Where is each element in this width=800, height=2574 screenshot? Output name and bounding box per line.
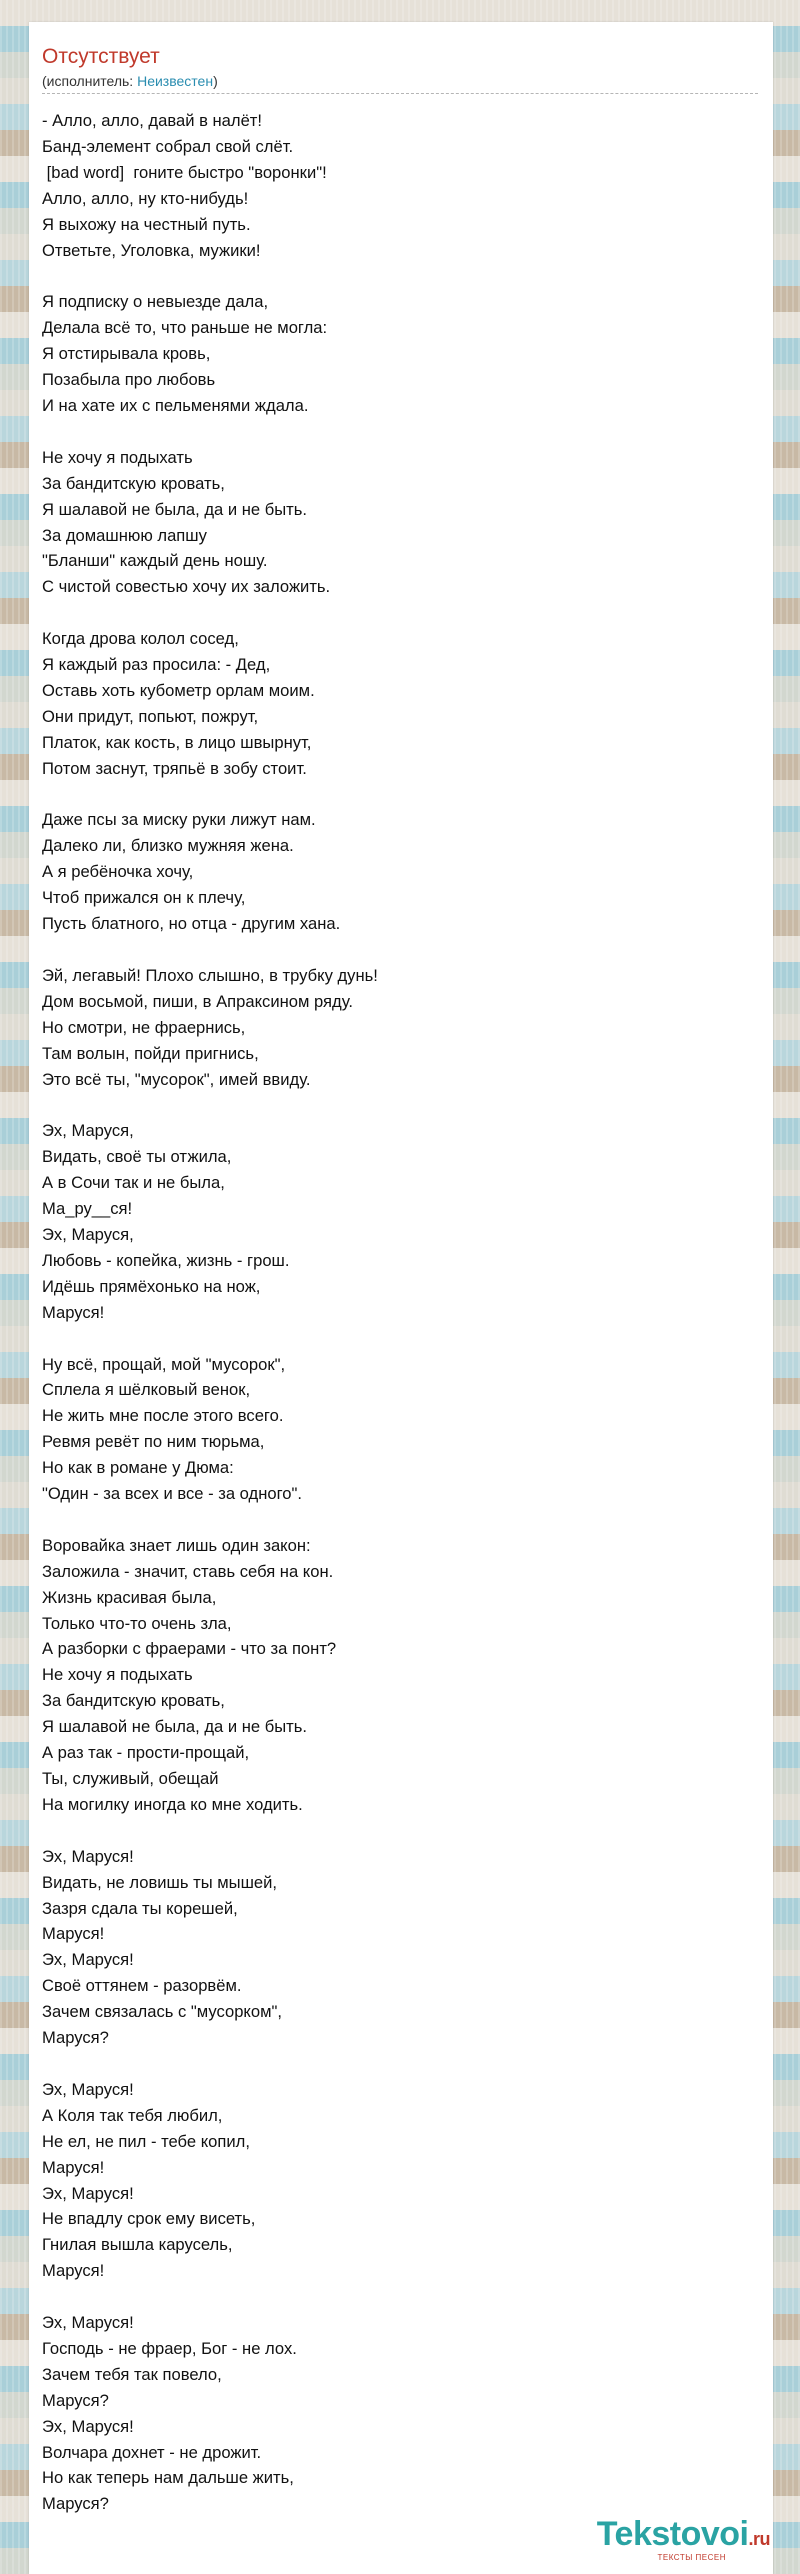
song-header <box>42 44 758 94</box>
lyrics-card <box>29 22 773 2574</box>
logo-name: Tekstovoi <box>596 2515 749 2553</box>
logo-wordmark <box>597 2516 770 2557</box>
artist-prefix: (исполнитель: <box>42 73 138 89</box>
header-divider <box>42 93 758 94</box>
site-logo[interactable] <box>597 2516 770 2562</box>
artist-link[interactable]: Неизвестен <box>137 73 214 89</box>
logo-tagline: ТЕКСТЫ ПЕСЕН <box>657 2553 726 2562</box>
artist-line <box>42 72 758 90</box>
song-title: Отсутствует <box>42 45 160 68</box>
logo-tld: .ru <box>748 2529 770 2549</box>
artist-suffix: ) <box>213 73 218 89</box>
lyrics-text: - Алло, алло, давай в налёт! Банд-элемент собрал свой слёт. [bad word] гоните быстро "воронки"! Алло, алло, ну кто-нибудь! Я выхожу на честный путь. Ответьте, Уголовка, мужики! Я подписку о невыезде дала, Делала всё то, что раньше не могла: Я отстирывала кровь, Позабыла про любовь И на хате их с пельменями ждала. Не хочу я подыхать За бандитскую кровать, Я шалавой не была, да и не быть. За домашнюю лапшу "Бланши" каждый день ношу. С чистой совестью хочу их заложить. Когда дрова колол сосед, Я каждый раз просила: - Дед, Оставь хоть кубометр орлам моим. Они придут, попьют, пожрут, Платок, как кость, в лицо швырнут, Потом заснут, тряпьё в зобу стоит. Даже псы за миску руки лижут нам. Далеко ли, близко мужняя жена. А я ребёночка хочу, Чтоб прижался он к плечу, Пусть блатного, но отца - другим хана. Эй, легавый! Плохо слышно, в трубку дунь! Дом восьмой, пиши, в Апраксином ряду. Но смотри, не фраернись, Там волын, пойди пригнись, Это всё ты, "мусорок", имей ввиду. Эх, Маруся, Видать, своё ты отжила, А в Сочи так и не была, Ма_ру__ся! Эх, Маруся, Любовь - копейка, жизнь - грош. Идёшь прямёхонько на нож, Маруся! Ну всё, прощай, мой "мусорок", Сплела я шёлковый венок, Не жить мне после этого всего. Ревмя ревёт по ним тюрьма, Но как в романе у Дюма: "Один - за всех и все - за одного". Воровайка знает лишь один закон: Заложила - значит, ставь себя на кон. Жизнь красивая была, Только что-то очень зла, А разборки с фраерами - что за понт? Не хочу я подыхать За бандитскую кровать, Я шалавой не была, да и не быть. А раз так - прости-прощай, Ты, служивый, обещай На могилку иногда ко мне ходить. Эх, Маруся! Видать, не ловишь ты мышей, Зазря сдала ты корешей, Маруся! Эх, Маруся! Своё оттянем - разорвём. Зачем связалась с "мусорком", Маруся? Эх, Маруся! А Коля так тебя любил, Не ел, не пил - тебе копил, Маруся! Эх, Маруся! Не впадлу срок ему висеть, Гнилая вышла карусель, Маруся! Эх, Маруся! Господь - не фраер, Бог - не лох. Зачем тебя так повело, Маруся? Эх, Маруся! Волчара дохнет - не дрожит. Но как теперь нам дальше жить, Маруся? <box>42 111 378 2514</box>
